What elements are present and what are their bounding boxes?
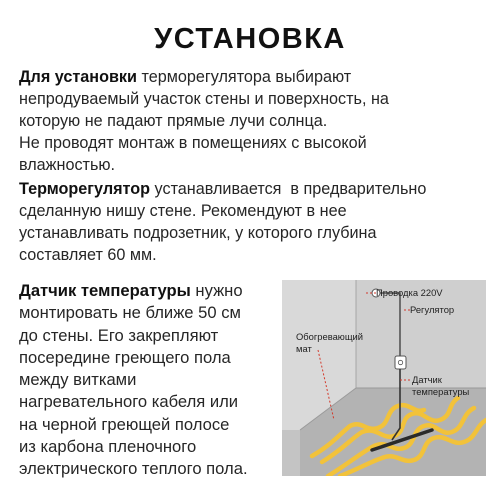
bold-lead: Терморегулятор (19, 180, 151, 198)
text-line (19, 280, 248, 302)
text-line: устанавливать подрозетник, у которого глубина (19, 224, 377, 242)
text-line: между витками (19, 370, 137, 390)
text-line: нагревательного кабеля или (19, 392, 239, 412)
label-regulator: Регулятор (410, 304, 455, 315)
text-fragment: терморегулятора выбирают (136, 68, 352, 86)
text-line: монтировать не ближе 50 см (19, 303, 241, 323)
label-sensor-line1: Датчик (412, 374, 442, 385)
text-line: непродуваемый участок стены и поверхность, на (19, 90, 389, 108)
label-sensor-line2: температуры (412, 386, 470, 397)
text-line (19, 178, 426, 200)
text-line: на черной греющей полосе (19, 414, 230, 434)
text-line: посередине греющего пола (19, 347, 231, 367)
text-line: из карбона пленочного (19, 437, 197, 457)
text-line: которую не падают прямые лучи солнца. (19, 112, 328, 130)
text-line: электрического теплого пола. (19, 459, 248, 479)
floor-heating-diagram (282, 280, 486, 476)
text-line (19, 66, 389, 88)
label-wiring: Проводка 220V (376, 287, 443, 298)
text-fragment: устанавливается в предварительно (150, 180, 427, 198)
left-wall-base (282, 430, 300, 476)
bold-lead: Датчик температуры (19, 281, 191, 300)
page-title: УСТАНОВКА (154, 23, 346, 55)
text-line: влажностью. (19, 156, 116, 174)
regulator-icon (395, 356, 406, 369)
label-mat-line2: мат (296, 343, 312, 354)
paragraph-temperature-sensor (19, 280, 248, 481)
paragraph-installation-site (19, 66, 389, 176)
paragraph-thermostat (19, 178, 426, 266)
text-line: Не проводят монтаж в помещениях с высокой (19, 134, 367, 152)
text-line: составляет 60 мм. (19, 246, 157, 264)
text-line: сделанную нишу стене. Рекомендуют в нее (19, 202, 347, 220)
bold-lead: Для установки (19, 68, 137, 86)
text-fragment: нужно (190, 281, 243, 300)
text-line: до стены. Его закрепляют (19, 325, 219, 345)
label-mat-line1: Обогревающий (296, 331, 364, 342)
